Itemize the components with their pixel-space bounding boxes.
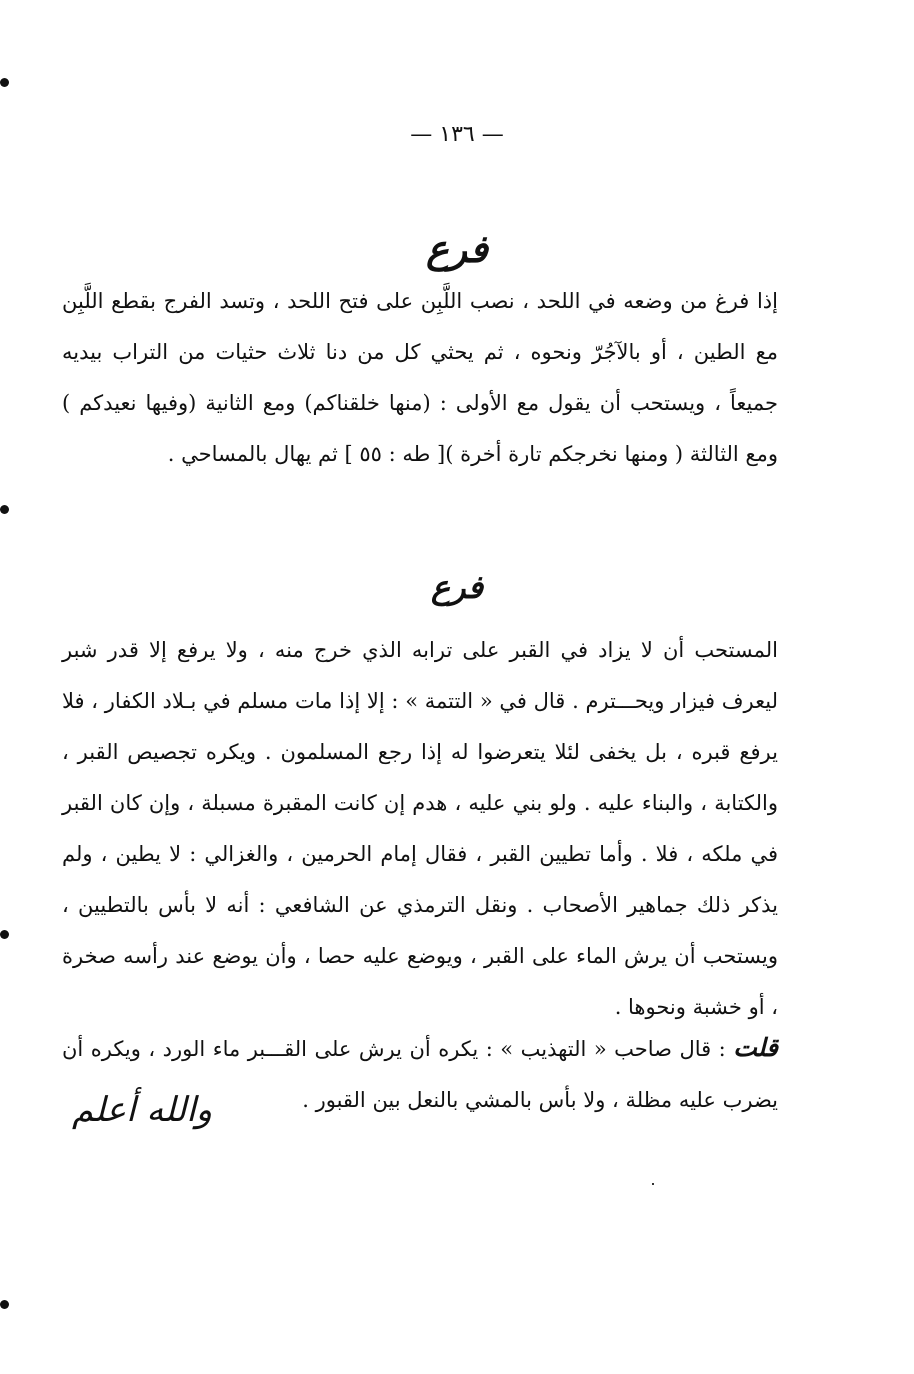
scan-edge-mark: [0, 78, 9, 87]
section-title-1: فرع: [426, 226, 488, 271]
section-title-2: فرع: [430, 568, 484, 606]
scan-edge-mark: [0, 505, 9, 514]
section-2-paragraph: المستحب أن لا يزاد في القبر على ترابه الذي خرج منه ، ولا يرفع إلا قدر شبر ليعرف فيزار ويحـــترم . قال في « التتمة » : إلا إذا مات مسلم في بـلاد الكفار ، فلا يرفع قبره ، بل يخفى لئلا يتعرضوا له إذا رجع المسلمون . ويكره تجصيص القبر ، والكتابة ، والبناء عليه . ولو بني عليه ، هدم إن كانت المقبرة مسبلة ، وإن كان القبر في ملكه ، فلا . وأما تطيين القبر ، فقال إمام الحرمين ، والغزالي : لا يطين ، ولم يذكر ذلك جماهير الأصحاب . ونقل الترمذي عن الشافعي : أنه لا بأس بالتطيين ، ويستحب أن يرش الماء على القبر ، ويوضع عليه حصا ، وأن يوضع عند رأسه صخرة ، أو خشبة ونحوها .: [62, 638, 778, 1019]
section-1-paragraph: إذا فرغ من وضعه في اللحد ، نصب اللَّبِن على فتح اللحد ، وتسد الفرج بقطع اللَّبِن مع الطين ، أو بالآجُرّ ونحوه ، ثم يحثي كل من دنا ثلاث حثيات من التراب بيديه جميعاً ، ويستحب أن يقول مع الأولى : (منها خلقناكم) ومع الثانية (وفيها نعيدكم ) ومع الثالثة ( ومنها نخرجكم تارة أخرة )[ طه : ٥٥ ] ثم يهال بالمساحي .: [62, 289, 778, 466]
scan-speck: [652, 1183, 654, 1185]
note-label: قلت: [733, 1033, 778, 1062]
page-number: — ١٣٦ —: [410, 122, 504, 147]
scan-edge-mark: [0, 1300, 9, 1309]
closing-formula: والله أعلم: [72, 1090, 213, 1130]
scan-edge-mark: [0, 930, 9, 939]
note-body: : قال صاحب « التهذيب » : يكره أن يرش على القـــبر ماء الورد ، ويكره أن يضرب عليه مظلة ، ولا بأس بالمشي بالنعل بين القبور .: [62, 1037, 778, 1112]
